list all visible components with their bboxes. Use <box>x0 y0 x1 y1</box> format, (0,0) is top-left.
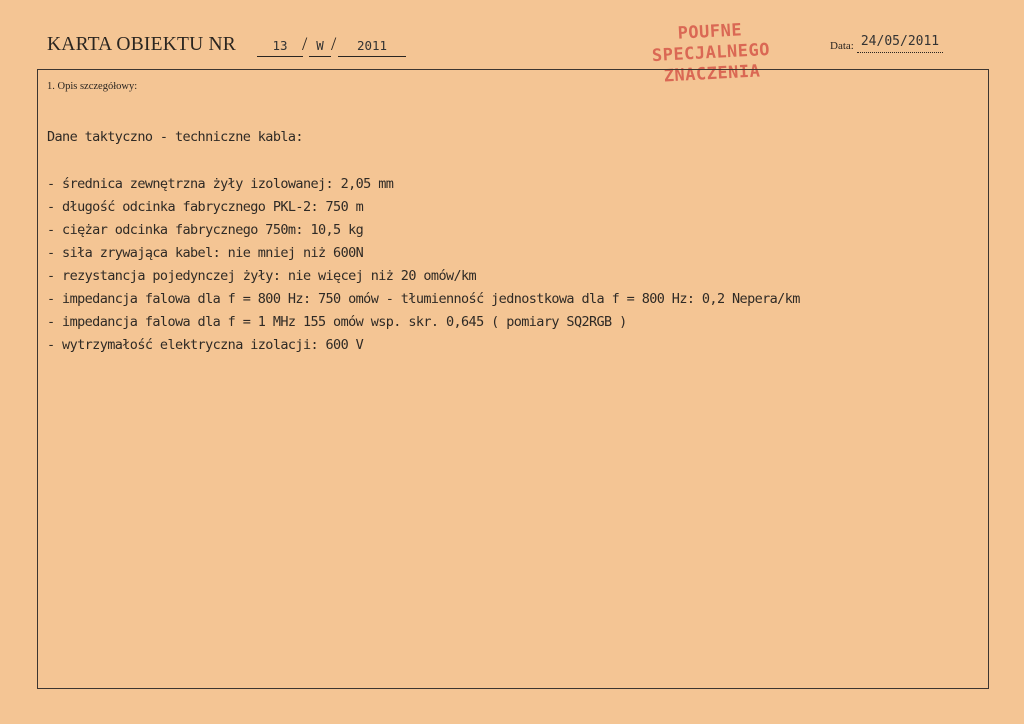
card-title: KARTA OBIEKTU NR <box>47 34 236 55</box>
stamp-line: POUFNE <box>677 20 743 44</box>
stamp-line: ZNACZENIA <box>663 61 761 87</box>
stamp-line: SPECJALNEGO <box>651 39 771 67</box>
object-month-field: W <box>309 38 331 57</box>
spec-line: - wytrzymałość elektryczna izolacji: 600 V <box>47 337 364 353</box>
description-box <box>37 69 989 689</box>
date-label: Data: <box>830 40 854 52</box>
object-number-field: 13 <box>257 38 303 57</box>
object-year-field: 2011 <box>338 38 406 57</box>
description-content <box>47 126 984 357</box>
spec-line: - ciężar odcinka fabrycznego 750m: 10,5 kg <box>47 222 364 238</box>
section-label: 1. Opis szczegółowy: <box>47 81 138 92</box>
spec-line: - rezystancja pojedynczej żyły: nie więcej niż 20 omów/km <box>47 268 477 284</box>
description-heading: Dane taktyczno - techniczne kabla: <box>47 129 303 145</box>
spec-line: - siła zrywająca kabel: nie mniej niż 600N <box>47 245 364 261</box>
separator: / <box>302 34 308 55</box>
spec-line: - impedancja falowa dla f = 800 Hz: 750 omów - tłumienność jednostkowa dla f = 800 Hz: 0,2 Nepera/km <box>47 291 800 307</box>
separator: / <box>331 34 337 55</box>
spec-line: - średnica zewnętrzna żyły izolowanej: 2,05 mm <box>47 176 394 192</box>
date-field: 24/05/2011 <box>857 34 943 53</box>
spec-line: - długość odcinka fabrycznego PKL-2: 750 m <box>47 199 364 215</box>
spec-line: - impedancja falowa dla f = 1 MHz 155 omów wsp. skr. 0,645 ( pomiary SQ2RGB ) <box>47 314 627 330</box>
